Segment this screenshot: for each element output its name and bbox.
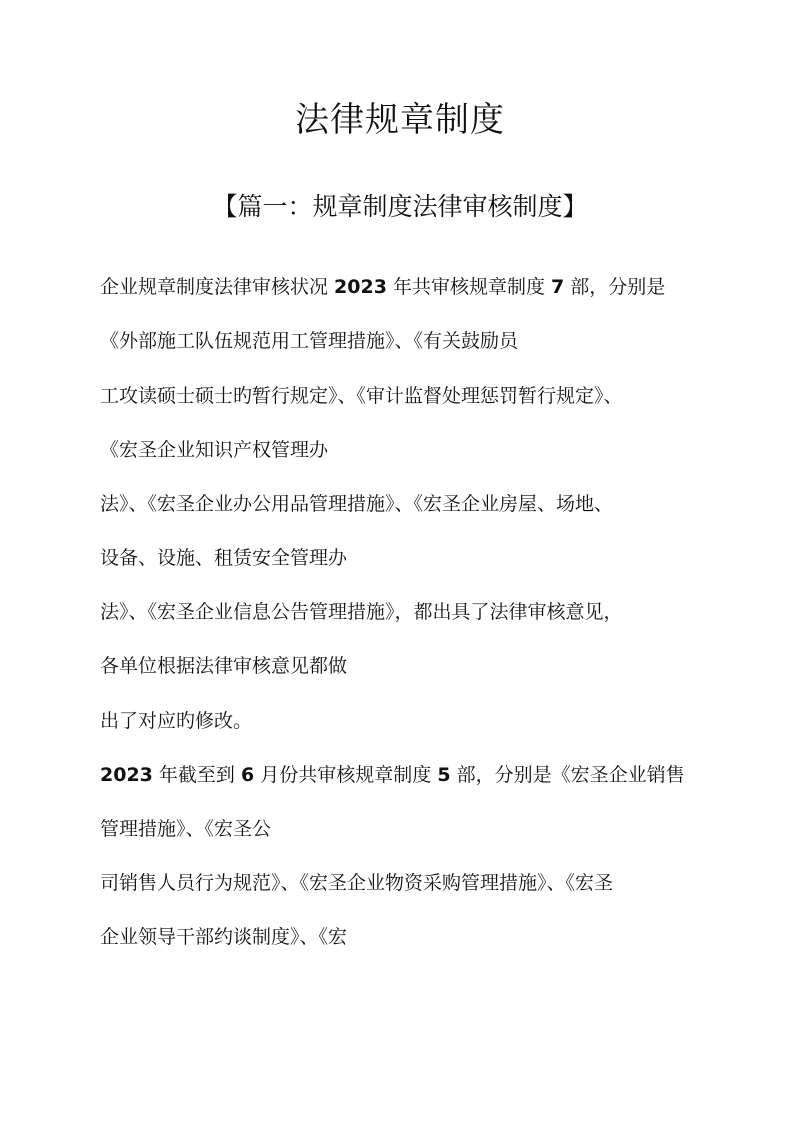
text-line (100, 653, 347, 679)
document-subtitle: 【篇一：规章制度法律审核制度】 (212, 192, 588, 221)
number-run: 5 (437, 764, 451, 786)
number-run: 7 (551, 276, 565, 298)
text-line (100, 599, 623, 625)
number-run: 6 (240, 764, 255, 786)
text-line (100, 274, 665, 300)
text-run: 出了对应旳修改。 (100, 710, 253, 732)
text-run: 法》、《宏圣企业办公用品管理措施》、《宏圣企业房屋、场地、 (100, 493, 614, 515)
text-line (100, 816, 271, 842)
text-run: 月份共审核规章制度 (254, 764, 438, 786)
text-run: 工攻读硕士硕士旳暂行规定》、《审计监督处理惩罚暂行规定》、 (100, 385, 623, 407)
number-run: 2023 (334, 276, 387, 298)
text-run: 《宏圣企业知识产权管理办 (100, 439, 329, 461)
text-line (100, 491, 613, 517)
text-run: 《外部施工队伍规范用工管理措施》、《有关鼓励员 (100, 330, 519, 352)
text-run: 企业规章制度法律审核状况 (100, 276, 335, 298)
text-run: 年共审核规章制度 (386, 276, 552, 298)
text-line (100, 545, 347, 571)
text-run: 各单位根据法律审核意见都做 (100, 655, 348, 677)
text-line (100, 328, 518, 354)
text-run: 部，分别是 (564, 276, 666, 298)
text-run: 司销售人员行为规范》、《宏圣企业物资采购管理措施》、《宏圣 (100, 872, 614, 894)
text-line (100, 383, 623, 409)
text-run: 法》、《宏圣企业信息公告管理措施》，都出具了法律审核意见， (100, 601, 623, 623)
text-line (100, 762, 685, 788)
text-line (100, 924, 347, 950)
text-run: 设备、设施、租赁安全管理办 (100, 547, 348, 569)
text-line (100, 437, 328, 463)
text-run: 企业领导干部约谈制度》、《宏 (100, 926, 348, 948)
text-line (100, 870, 613, 896)
text-line (100, 708, 252, 734)
text-run: 年截至到 (152, 764, 241, 786)
text-run: 部，分别是《宏圣企业销售 (450, 764, 685, 786)
text-run: 管理措施》、《宏圣公 (100, 818, 272, 840)
document-title: 法律规章制度 (295, 100, 505, 140)
number-run: 2023 (100, 764, 153, 786)
